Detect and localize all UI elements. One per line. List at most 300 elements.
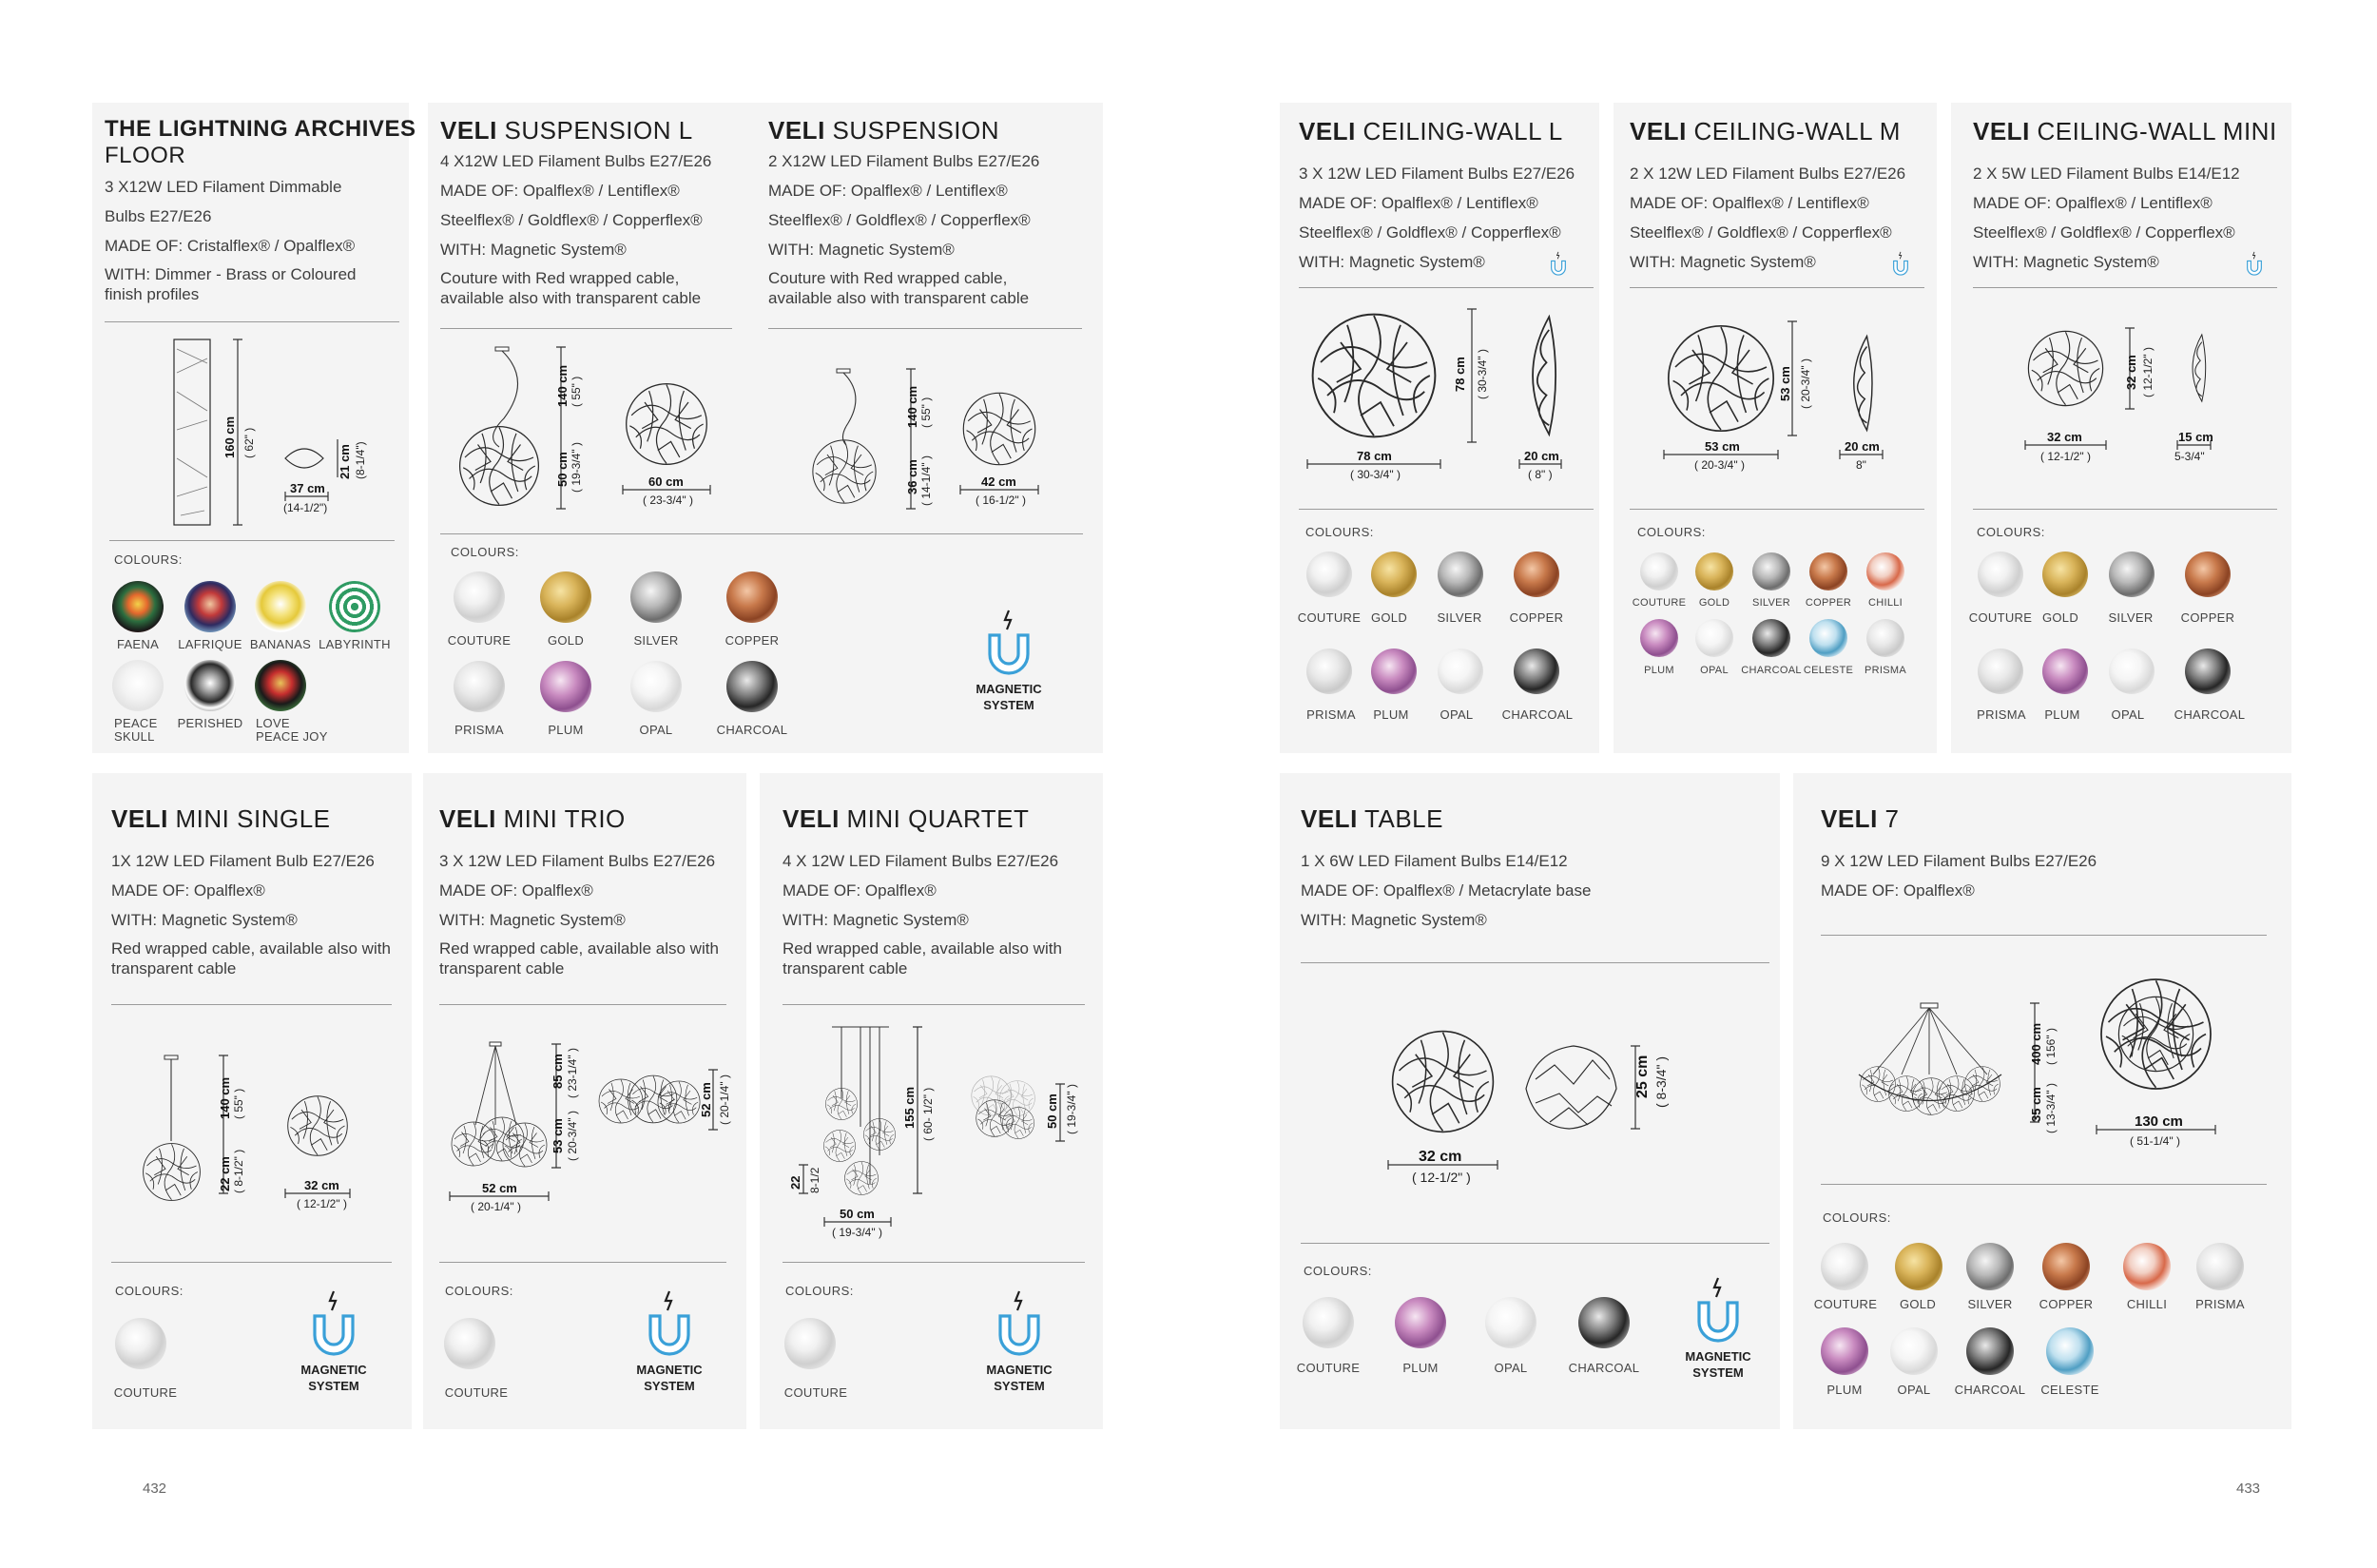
ceiling-l-drawing bbox=[1303, 304, 1597, 494]
veli-7-dim-h2-in: ( 13-3/4" ) bbox=[2044, 1083, 2058, 1133]
mini-single-dim-h1-in: ( 55" ) bbox=[232, 1088, 245, 1119]
mini-trio-title bbox=[439, 804, 626, 833]
swatch-love-peace-joy bbox=[255, 660, 306, 711]
swatch-label: GOLD bbox=[1698, 597, 1730, 609]
magnet-icon bbox=[641, 1289, 698, 1356]
swatch-label: COPPER bbox=[1805, 597, 1852, 609]
info-line: 3 X 12W LED Filament Bulbs E27/E26 bbox=[439, 852, 716, 870]
veli-7-dim-h1: 400 cm bbox=[2029, 1022, 2043, 1065]
title-bold: VELI bbox=[111, 804, 168, 833]
ceiling-mini-title bbox=[1973, 117, 2277, 145]
table-title bbox=[1301, 804, 1443, 833]
info-line: WITH: Magnetic System® bbox=[1973, 253, 2159, 271]
veli-7-dim-h1-in: ( 156" ) bbox=[2044, 1028, 2058, 1065]
swatch-label: PLUM bbox=[1373, 707, 1409, 722]
info-note: Red wrapped cable, available also with transparent cable bbox=[783, 939, 1062, 978]
ceiling-mini-dim-h-in: ( 12-1/2" ) bbox=[2141, 347, 2155, 397]
info-line: MADE OF: Opalflex® bbox=[783, 881, 937, 900]
info-line: 4 X12W LED Filament Bulbs E27/E26 bbox=[440, 152, 712, 170]
suspension-l-dim-h1: 140 cm bbox=[555, 364, 570, 407]
mini-quartet-dim-h2: 22 bbox=[788, 1175, 802, 1190]
swatch-label: PRISMA bbox=[1977, 707, 2026, 722]
divider bbox=[1821, 1184, 2267, 1185]
swatch-opal bbox=[630, 661, 682, 712]
suspension-l-dim-h2: 50 cm bbox=[555, 452, 570, 487]
magnetic-label: SYSTEM bbox=[983, 698, 1034, 712]
ceiling-m-info bbox=[1630, 159, 1905, 277]
swatch-label: COUTURE bbox=[783, 1385, 848, 1400]
magnet-icon bbox=[1690, 1276, 1747, 1343]
archives-dim-h-in: ( 62" ) bbox=[242, 427, 256, 458]
swatch-charcoal bbox=[2185, 648, 2231, 694]
title-bold: VELI bbox=[440, 116, 497, 145]
swatch-opal bbox=[1485, 1297, 1536, 1348]
ceiling-mini-drawing bbox=[2016, 323, 2263, 475]
swatch-celeste bbox=[1809, 619, 1847, 657]
archives-dim-w: 37 cm bbox=[290, 481, 325, 495]
swatch-couture bbox=[1821, 1243, 1868, 1290]
swatch-label: CHARCOAL bbox=[1501, 707, 1574, 722]
swatch-label: PLUM bbox=[1644, 665, 1674, 676]
magnetic-system-badge bbox=[1666, 1276, 1770, 1380]
magnetic-label: SYSTEM bbox=[994, 1379, 1045, 1393]
ceiling-l-dim-w: 78 cm bbox=[1357, 449, 1392, 463]
ceiling-l-info bbox=[1299, 159, 1575, 277]
magnetic-label: MAGNETIC bbox=[1685, 1349, 1751, 1364]
title-bold: VELI bbox=[1630, 117, 1687, 145]
title-rest: CEILING-WALL MINI bbox=[2029, 117, 2277, 145]
mini-quartet-dim-h1: 155 cm bbox=[902, 1086, 917, 1129]
swatch-silver bbox=[1966, 1243, 2014, 1290]
swatch-label: SILVER bbox=[1751, 597, 1791, 609]
swatch-prisma bbox=[454, 661, 505, 712]
magnetic-label: MAGNETIC bbox=[636, 1363, 703, 1377]
divider bbox=[439, 1004, 726, 1005]
suspension-l-drawing bbox=[447, 342, 732, 513]
suspension-drawing bbox=[799, 361, 1074, 523]
info-line: WITH: Magnetic System® bbox=[783, 911, 969, 929]
suspension-dim-h1: 140 cm bbox=[905, 385, 919, 428]
magnet-icon bbox=[2244, 249, 2265, 278]
swatch-label: COPPER bbox=[1509, 610, 1564, 625]
mini-single-dim-h1: 140 cm bbox=[218, 1076, 232, 1119]
archives-dim-d: 21 cm bbox=[338, 444, 352, 479]
divider bbox=[111, 1262, 392, 1263]
title-bold: VELI bbox=[783, 804, 840, 833]
swatch-plum bbox=[1371, 648, 1417, 694]
swatch-charcoal bbox=[1514, 648, 1559, 694]
ceiling-mini-dim-w-in: ( 12-1/2" ) bbox=[2040, 450, 2091, 463]
mini-quartet-info bbox=[783, 846, 1087, 978]
suspension-dim-h1-in: ( 55" ) bbox=[919, 397, 933, 428]
swatch-label: COUTURE bbox=[1632, 597, 1687, 609]
magnet-icon bbox=[305, 1289, 362, 1356]
divider bbox=[1630, 287, 1924, 288]
magnet-icon bbox=[1890, 249, 1911, 278]
swatch-label: LABYRINTH bbox=[319, 637, 391, 651]
magnetic-system-badge bbox=[957, 609, 1061, 712]
title-bold: VELI bbox=[768, 116, 825, 145]
info-line: 2 X 5W LED Filament Bulbs E14/E12 bbox=[1973, 165, 2240, 183]
colours-title: COLOURS: bbox=[1977, 525, 2045, 539]
swatch-label: COUTURE bbox=[447, 633, 512, 648]
swatch-gold bbox=[1695, 552, 1733, 590]
suspension-l-dim-h2-in: ( 19-3/4" ) bbox=[570, 442, 583, 493]
table-dim-h-in: ( 8-3/4" ) bbox=[1653, 1056, 1669, 1108]
swatch-label: GOLD bbox=[2041, 610, 2079, 625]
swatch-label: CHILLI bbox=[2126, 1297, 2168, 1311]
mini-single-dim-w-in: ( 12-1/2" ) bbox=[297, 1197, 347, 1210]
swatch-gold bbox=[2042, 552, 2088, 597]
swatch-label: COUTURE bbox=[444, 1385, 509, 1400]
ceiling-m-dim-h-in: ( 20-3/4" ) bbox=[1799, 358, 1812, 409]
swatch-label: OPAL bbox=[2111, 707, 2145, 722]
swatch-label: CHARCOAL bbox=[2174, 707, 2246, 722]
swatch-plum bbox=[1640, 619, 1678, 657]
swatch-label: COPPER bbox=[2039, 1297, 2094, 1311]
table-drawing bbox=[1383, 1022, 1707, 1193]
ceiling-l-title bbox=[1299, 117, 1563, 145]
info-line: 2 X 12W LED Filament Bulbs E27/E26 bbox=[1630, 165, 1906, 183]
archives-title bbox=[105, 116, 415, 169]
info-line: WITH: Magnetic System® bbox=[1301, 911, 1487, 929]
swatch-copper bbox=[1514, 552, 1559, 597]
info-line: MADE OF: Opalflex® bbox=[439, 881, 593, 900]
title-bold: VELI bbox=[1301, 804, 1358, 833]
swatch-label: CHARCOAL bbox=[716, 723, 788, 737]
magnetic-label: MAGNETIC bbox=[986, 1363, 1053, 1377]
info-line: MADE OF: Opalflex® bbox=[1821, 881, 1975, 900]
swatch-label: PLUM bbox=[1402, 1361, 1439, 1375]
ceiling-m-dim-h: 53 cm bbox=[1778, 366, 1792, 401]
veli-7-dim-w: 130 cm bbox=[2135, 1113, 2183, 1130]
swatch-label: BANANAS bbox=[249, 637, 312, 651]
swatch-couture bbox=[454, 571, 505, 623]
mini-quartet-dim-h2-in: 8-1/2 bbox=[808, 1167, 821, 1193]
info-line: WITH: Magnetic System® bbox=[439, 911, 626, 929]
ceiling-mini-dim-h: 32 cm bbox=[2124, 355, 2138, 390]
swatch-faena bbox=[112, 581, 164, 632]
info-line: MADE OF: Opalflex® / Lentiflex® bbox=[1299, 194, 1538, 212]
divider bbox=[1301, 962, 1769, 963]
swatch-label: COUTURE bbox=[1968, 610, 2033, 625]
divider bbox=[105, 321, 399, 322]
colours-title: COLOURS: bbox=[1823, 1210, 1891, 1225]
archives-title-rest: FLOOR bbox=[105, 143, 186, 168]
mini-trio-drawing bbox=[442, 1039, 746, 1220]
colours-title: COLOURS: bbox=[1305, 525, 1374, 539]
swatch-label: PRISMA bbox=[454, 723, 504, 737]
swatch-label: CHARCOAL bbox=[1568, 1361, 1640, 1375]
mini-quartet-dim-w: 50 cm bbox=[840, 1207, 875, 1221]
divider bbox=[1299, 287, 1594, 288]
swatch-charcoal bbox=[1578, 1297, 1630, 1348]
swatch-label: PERISHED bbox=[177, 716, 243, 730]
info-note: Red wrapped cable, available also with transparent cable bbox=[439, 939, 719, 978]
swatch-label: OPAL bbox=[1494, 1361, 1528, 1375]
table-info bbox=[1301, 846, 1591, 935]
ceiling-l-dim-d: 20 cm bbox=[1524, 449, 1559, 463]
info-line: WITH: Magnetic System® bbox=[1630, 253, 1816, 271]
page-number-right: 433 bbox=[2236, 1481, 2261, 1497]
swatch-prisma bbox=[2196, 1243, 2244, 1290]
swatch-label: COPPER bbox=[725, 633, 780, 648]
swatch-couture bbox=[1978, 552, 2023, 597]
swatch-label: GOLD bbox=[1899, 1297, 1937, 1311]
veli-7-info bbox=[1821, 846, 2097, 905]
swatch-label: PRISMA bbox=[1306, 707, 1356, 722]
title-rest: SUSPENSION bbox=[824, 116, 1000, 145]
swatch-opal bbox=[1890, 1327, 1938, 1375]
mini-trio-info bbox=[439, 846, 725, 978]
archives-dim-d-in: (8-1/4") bbox=[354, 441, 367, 479]
veli-7-dim-w-in: ( 51-1/4" ) bbox=[2130, 1134, 2180, 1148]
title-bold: VELI bbox=[1821, 804, 1878, 833]
swatch-label: PLUM bbox=[2044, 707, 2080, 722]
info-line: MADE OF: Opalflex® bbox=[111, 881, 265, 900]
info-line: MADE OF: Opalflex® / Lentiflex® bbox=[768, 182, 1008, 200]
ceiling-m-dim-d: 20 cm bbox=[1845, 439, 1880, 454]
ceiling-m-title bbox=[1630, 117, 1901, 145]
swatch-prisma bbox=[1306, 648, 1352, 694]
swatch-label: OPAL bbox=[639, 723, 673, 737]
title-rest: 7 bbox=[1877, 804, 1900, 833]
info-line: 1X 12W LED Filament Bulb E27/E26 bbox=[111, 852, 375, 870]
ceiling-mini-dim-d-in: 5-3/4" bbox=[2174, 450, 2205, 463]
swatch-charcoal bbox=[726, 661, 778, 712]
swatch-label: COPPER bbox=[2180, 610, 2235, 625]
mini-trio-dim-h2-in: ( 20-3/4" ) bbox=[566, 1111, 579, 1161]
colours-title: COLOURS: bbox=[114, 552, 183, 567]
table-dim-w: 32 cm bbox=[1419, 1149, 1462, 1165]
ceiling-m-dim-d-in: 8" bbox=[1856, 458, 1866, 472]
magnetic-label: MAGNETIC bbox=[976, 682, 1042, 696]
info-line: Steelflex® / Goldflex® / Copperflex® bbox=[1973, 223, 2235, 242]
magnetic-system-badge bbox=[281, 1289, 386, 1393]
suspension-dim-h2: 36 cm bbox=[905, 459, 919, 494]
info-line: 1 X 6W LED Filament Bulbs E14/E12 bbox=[1301, 852, 1568, 870]
swatch-opal bbox=[1695, 619, 1733, 657]
table-dim-w-in: ( 12-1/2" ) bbox=[1412, 1170, 1471, 1185]
colours-title: COLOURS: bbox=[445, 1284, 513, 1298]
ceiling-l-dim-h-in: ( 30-3/4" ) bbox=[1476, 349, 1489, 399]
archives-dim-h: 160 cm bbox=[222, 416, 237, 458]
swatch-label: COUTURE bbox=[113, 1385, 178, 1400]
swatch-label: CELESTE bbox=[1803, 665, 1854, 676]
mini-single-dim-w: 32 cm bbox=[304, 1178, 339, 1192]
ceiling-mini-info bbox=[1973, 159, 2240, 277]
swatch-charcoal bbox=[1966, 1327, 2014, 1375]
swatch-chilli bbox=[2123, 1243, 2171, 1290]
title-bold: VELI bbox=[439, 804, 496, 833]
swatch-couture bbox=[444, 1318, 495, 1369]
swatch-couture bbox=[115, 1318, 166, 1369]
title-bold: VELI bbox=[1299, 117, 1356, 145]
swatch-label: COUTURE bbox=[1297, 610, 1362, 625]
swatch-label: GOLD bbox=[1370, 610, 1408, 625]
title-rest: CEILING-WALL L bbox=[1355, 117, 1563, 145]
swatch-perished bbox=[184, 660, 236, 711]
divider bbox=[1630, 509, 1924, 510]
suspension-dim-w: 42 cm bbox=[981, 474, 1016, 489]
mini-quartet-drawing bbox=[784, 1022, 1098, 1250]
swatch-celeste bbox=[2046, 1327, 2094, 1375]
swatch-copper bbox=[1809, 552, 1847, 590]
swatch-couture bbox=[784, 1318, 836, 1369]
magnetic-label: SYSTEM bbox=[308, 1379, 359, 1393]
ceiling-mini-dim-w: 32 cm bbox=[2047, 430, 2082, 444]
title-rest: MINI TRIO bbox=[495, 804, 626, 833]
suspension-l-dim-w-in: ( 23-3/4" ) bbox=[643, 494, 693, 507]
archives-line: 3 X12W LED Filament Dimmable bbox=[105, 178, 342, 196]
swatch-label: PRISMA bbox=[2195, 1297, 2245, 1311]
mini-trio-dim-h1-in: ( 23-1/4" ) bbox=[566, 1048, 579, 1098]
swatch-bananas bbox=[255, 581, 306, 632]
swatch-chilli bbox=[1866, 552, 1904, 590]
magnetic-label: MAGNETIC bbox=[300, 1363, 367, 1377]
swatch-plum bbox=[540, 661, 591, 712]
info-line: MADE OF: Opalflex® / Lentiflex® bbox=[1630, 194, 1869, 212]
magnet-icon bbox=[1548, 249, 1569, 278]
page-number-left: 432 bbox=[143, 1481, 167, 1497]
ceiling-m-dim-w: 53 cm bbox=[1705, 439, 1740, 454]
archives-line: Bulbs E27/E26 bbox=[105, 207, 212, 225]
swatch-copper bbox=[2042, 1243, 2090, 1290]
swatch-couture bbox=[1303, 1297, 1354, 1348]
mini-trio-dim-h2: 53 cm bbox=[551, 1118, 565, 1153]
swatch-lafrique bbox=[184, 581, 236, 632]
veli-7-drawing bbox=[1854, 970, 2234, 1160]
swatch-silver bbox=[2109, 552, 2155, 597]
magnetic-label: SYSTEM bbox=[644, 1379, 695, 1393]
title-rest: CEILING-WALL M bbox=[1686, 117, 1901, 145]
ceiling-l-dim-h: 78 cm bbox=[1453, 357, 1467, 392]
divider bbox=[439, 1262, 726, 1263]
ceiling-m-dim-w-in: ( 20-3/4" ) bbox=[1694, 458, 1745, 472]
colours-title: COLOURS: bbox=[1304, 1264, 1372, 1278]
mini-trio-dim-w: 52 cm bbox=[482, 1181, 517, 1195]
ceiling-mini-dim-d: 15 cm bbox=[2178, 430, 2213, 444]
magnet-icon bbox=[980, 609, 1037, 675]
swatch-peace-skull bbox=[112, 660, 164, 711]
divider bbox=[440, 533, 1083, 534]
title-rest: MINI QUARTET bbox=[839, 804, 1030, 833]
veli-7-dim-h2: 35 cm bbox=[2029, 1087, 2043, 1122]
info-line: WITH: Magnetic System® bbox=[440, 241, 627, 259]
swatch-label: OPAL bbox=[1700, 665, 1729, 676]
info-line: 9 X 12W LED Filament Bulbs E27/E26 bbox=[1821, 852, 2097, 870]
swatch-label: PLUM bbox=[548, 723, 584, 737]
divider bbox=[440, 328, 732, 329]
mini-trio-dim-d-in: ( 20-1/4" ) bbox=[718, 1074, 731, 1125]
info-line: WITH: Magnetic System® bbox=[768, 241, 955, 259]
divider bbox=[1973, 287, 2277, 288]
swatch-label: PEACE SKULL bbox=[114, 716, 158, 744]
info-line: WITH: Magnetic System® bbox=[111, 911, 298, 929]
magnetic-label: SYSTEM bbox=[1692, 1365, 1744, 1380]
swatch-gold bbox=[1371, 552, 1417, 597]
mini-quartet-dim-d: 50 cm bbox=[1045, 1094, 1059, 1129]
mini-single-drawing bbox=[133, 1051, 380, 1212]
info-line: 3 X 12W LED Filament Bulbs E27/E26 bbox=[1299, 165, 1575, 183]
ceiling-l-dim-w-in: ( 30-3/4" ) bbox=[1350, 468, 1401, 481]
mini-quartet-dim-h1-in: ( 60- 1/2" ) bbox=[921, 1087, 935, 1141]
info-note: Red wrapped cable, available also with transparent cable bbox=[111, 939, 391, 978]
swatch-plum bbox=[1395, 1297, 1446, 1348]
info-line: Steelflex® / Goldflex® / Copperflex® bbox=[440, 211, 703, 229]
divider bbox=[1301, 1243, 1769, 1244]
swatch-label: LOVE PEACE JOY bbox=[256, 716, 328, 744]
archives-drawing bbox=[162, 335, 390, 534]
title-rest: MINI SINGLE bbox=[167, 804, 331, 833]
archives-dim-w-in: (14-1/2") bbox=[283, 501, 328, 514]
mini-quartet-dim-w-in: ( 19-3/4" ) bbox=[832, 1226, 882, 1239]
table-dim-h: 25 cm bbox=[1634, 1055, 1651, 1098]
archives-info bbox=[105, 172, 390, 304]
swatch-label: PLUM bbox=[1826, 1383, 1863, 1397]
swatch-charcoal bbox=[1752, 619, 1790, 657]
mini-quartet-title bbox=[783, 804, 1029, 833]
colours-title: COLOURS: bbox=[451, 545, 519, 559]
info-line: 4 X 12W LED Filament Bulbs E27/E26 bbox=[783, 852, 1059, 870]
divider bbox=[768, 328, 1082, 329]
veli-7-title bbox=[1821, 804, 1899, 833]
mini-single-dim-h2: 22 cm bbox=[218, 1156, 232, 1191]
ceiling-m-drawing bbox=[1654, 314, 1930, 485]
info-line: MADE OF: Opalflex® / Lentiflex® bbox=[1973, 194, 2213, 212]
swatch-copper bbox=[2185, 552, 2231, 597]
mini-single-title bbox=[111, 804, 331, 833]
ceiling-l-dim-d-in: ( 8" ) bbox=[1528, 468, 1553, 481]
suspension-title bbox=[768, 116, 999, 145]
swatch-label: SILVER bbox=[633, 633, 679, 648]
title-rest: TABLE bbox=[1357, 804, 1443, 833]
swatch-gold bbox=[540, 571, 591, 623]
info-note: Couture with Red wrapped cable, available also with transparent cable bbox=[440, 269, 702, 307]
divider bbox=[783, 1262, 1085, 1263]
title-bold: VELI bbox=[1973, 117, 2030, 145]
divider bbox=[1973, 509, 2277, 510]
divider bbox=[783, 1004, 1085, 1005]
swatch-silver bbox=[630, 571, 682, 623]
mini-single-info bbox=[111, 846, 396, 978]
archives-note: WITH: Dimmer - Brass or Coloured finish profiles bbox=[105, 265, 357, 303]
mini-trio-dim-d: 52 cm bbox=[699, 1082, 713, 1117]
info-line: Steelflex® / Goldflex® / Copperflex® bbox=[768, 211, 1031, 229]
info-line: Steelflex® / Goldflex® / Copperflex® bbox=[1299, 223, 1561, 242]
archives-line: MADE OF: Cristalflex® / Opalflex® bbox=[105, 237, 356, 255]
swatch-label: SILVER bbox=[2108, 610, 2154, 625]
magnetic-system-badge bbox=[617, 1289, 722, 1393]
divider bbox=[1821, 935, 2267, 936]
swatch-opal bbox=[1438, 648, 1483, 694]
divider bbox=[109, 540, 395, 541]
suspension-dim-h2-in: ( 14-1/4" ) bbox=[919, 455, 933, 506]
swatch-label: CELESTE bbox=[2040, 1383, 2099, 1397]
mini-quartet-dim-d-in: ( 19-3/4" ) bbox=[1065, 1084, 1078, 1134]
suspension-l-title bbox=[440, 116, 693, 145]
swatch-label: SILVER bbox=[1437, 610, 1482, 625]
divider bbox=[1299, 509, 1594, 510]
swatch-plum bbox=[2042, 648, 2088, 694]
colours-title: COLOURS: bbox=[1637, 525, 1706, 539]
swatch-opal bbox=[2109, 648, 2155, 694]
info-line: MADE OF: Opalflex® / Lentiflex® bbox=[440, 182, 680, 200]
title-rest: SUSPENSION L bbox=[496, 116, 693, 145]
swatch-label: COUTURE bbox=[1813, 1297, 1878, 1311]
suspension-l-dim-h1-in: ( 55" ) bbox=[570, 376, 583, 407]
swatch-label: OPAL bbox=[1440, 707, 1474, 722]
